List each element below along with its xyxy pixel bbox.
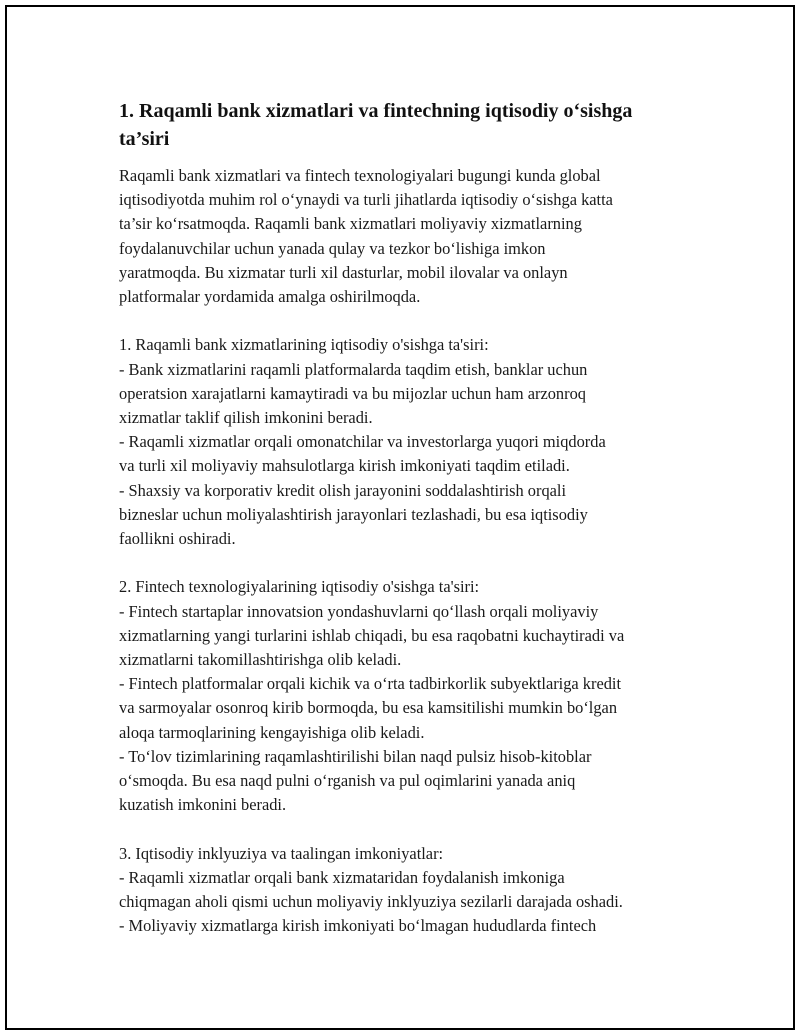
section-line: xizmatlar taklif qilish imkonini beradi. (119, 408, 373, 428)
section-heading: 3. Iqtisodiy inklyuziya va taalingan imkoniyatlar: (119, 843, 444, 863)
section-line: va sarmoyalar osonroq kirib bormoqda, bu esa kamsitilishi mumkin bo‘lgan (119, 698, 618, 718)
intro-line: Raqamli bank xizmatlari va fintech texnologiyalari bugungi kunda global (119, 166, 601, 185)
document-page (5, 5, 795, 1030)
section-line: kuzatish imkonini beradi. (119, 795, 287, 815)
section-line: - Shaxsiy va korporativ kredit olish jarayonini soddalashtirish orqali (119, 480, 567, 500)
section-heading: 2. Fintech texnologiyalarining iqtisodiy o'sishga ta'siri: (119, 577, 480, 597)
section-line: - To‘lov tizimlarining raqamlashtirilishi bilan naqd pulsiz hisob-kitoblar (119, 746, 592, 766)
section-line: o‘smoqda. Bu esa naqd pulni o‘rganish va pul oqimlarini yanada aniq (119, 771, 576, 791)
section-line: faollikni oshiradi. (119, 529, 236, 549)
section-line: chiqmagan aholi qismi uchun moliyaviy inklyuziya sezilarli darajada oshadi. (119, 892, 623, 912)
section-line: xizmatlarning yangi turlarini ishlab chiqadi, bu esa raqobatni kuchaytiradi va (119, 625, 625, 645)
intro-line: iqtisodiyotda muhim rol o‘ynaydi va turli jihatlarda iqtisodiy o‘sishga katta (119, 190, 613, 210)
title-line: ta’siri (119, 128, 170, 150)
section-line: operatsion xarajatlarni kamaytiradi va bu mijozlar uchun ham arzonroq (119, 383, 586, 403)
paragraph-spacer (119, 551, 699, 575)
section-line: xizmatlarni takomillashtirishga olib keladi. (119, 650, 402, 670)
section-title (119, 97, 699, 153)
section-line: - Fintech startaplar innovatsion yondashuvlarni qo‘llash orqali moliyaviy (119, 601, 599, 621)
section-line: - Raqamli xizmatlar orqali bank xizmataridan foydalanish imkoniga (119, 867, 565, 887)
section-line: - Fintech platformalar orqali kichik va o‘rta tadbirkorlik subyektlariga kredit (119, 674, 622, 694)
intro-line: platformalar yordamida amalga oshirilmoqda. (119, 287, 421, 307)
section-line: - Raqamli xizmatlar orqali omonatchilar va investorlarga yuqori miqdorda (119, 432, 606, 452)
intro-line: yaratmoqda. Bu xizmatar turli xil dasturlar, mobil ilovalar va onlayn (119, 262, 568, 282)
document-content (119, 97, 699, 938)
intro-line: ta’sir ko‘rsatmoqda. Raqamli bank xizmatlari moliyaviy xizmatlarning (119, 214, 582, 234)
section-line: aloqa tarmoqlarining kengayishiga olib keladi. (119, 722, 425, 742)
paragraph-spacer (119, 817, 699, 841)
section-line: - Bank xizmatlarini raqamli platformalarda taqdim etish, banklar uchun (119, 359, 588, 379)
section-line: - Moliyaviy xizmatlarga kirish imkoniyati bo‘lmagan hududlarda fintech (119, 916, 597, 936)
title-line: 1. Raqamli bank xizmatlari va fintechning iqtisodiy o‘sishga (119, 100, 633, 122)
section-line: bizneslar uchun moliyalashtirish jarayonlari tezlashadi, bu esa iqtisodiy (119, 504, 588, 524)
body-text (119, 164, 699, 938)
section-heading: 1. Raqamli bank xizmatlarining iqtisodiy o'sishga ta'siri: (119, 335, 489, 355)
paragraph-spacer (119, 309, 699, 333)
intro-line: foydalanuvchilar uchun yanada qulay va tezkor bo‘lishiga imkon (119, 238, 546, 258)
section-line: va turli xil moliyaviy mahsulotlarga kirish imkoniyati taqdim etiladi. (119, 456, 570, 476)
